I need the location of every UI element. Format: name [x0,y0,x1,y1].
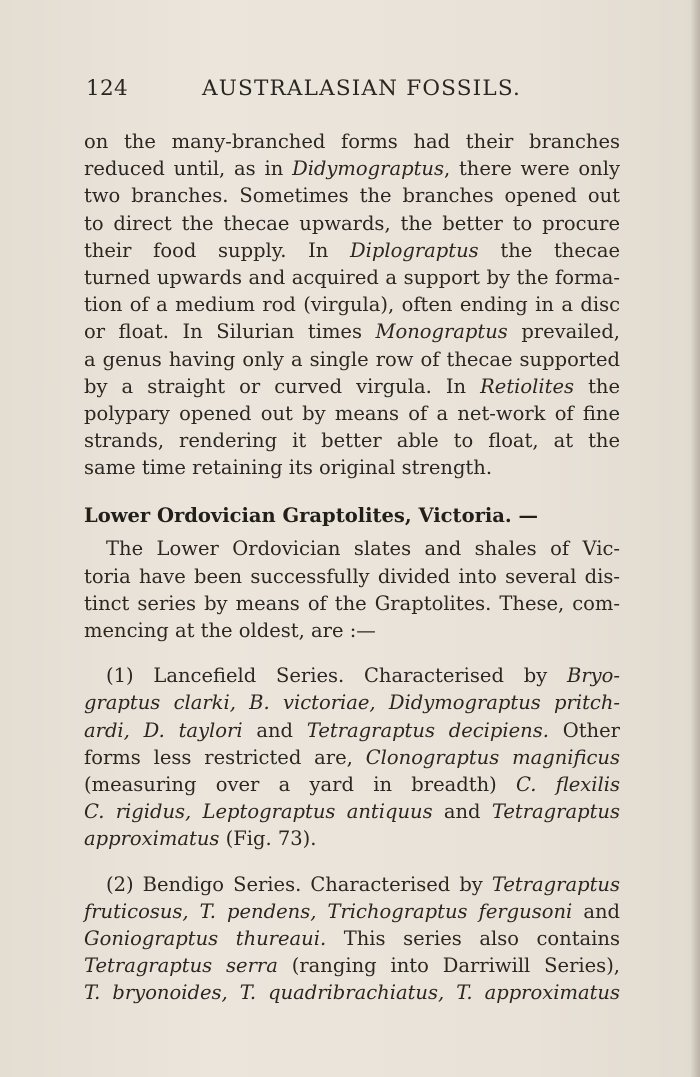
text-run: toria have been successfully divided into several dis- [84,564,620,588]
taxon-name: Bryo- [567,664,620,688]
text-line [84,563,620,590]
section-heading: Lower Ordovician Graptolites, Victoria. — [84,504,538,528]
text-line [84,952,620,979]
taxon-name: Clonograptus magnificus [365,745,620,769]
text-run: , there were only [443,157,620,181]
taxon-name: graptus clarki, B. victoriae, Didymograptus pritch- [84,691,620,715]
text-run: prevailed, [507,320,620,344]
text-line [84,318,620,345]
text-line [84,898,620,925]
page-number: 124 [86,76,128,101]
text-run: a genus having only a single row of thecae supported [84,347,620,371]
text-run: or float. In Silurian times [84,320,376,344]
text-run: and [242,718,307,742]
text-run: on the many-branched forms had their branches [84,130,620,153]
text-run: (1) Lancefield Series. Characterised by [106,664,567,688]
text-line [84,871,620,898]
text-run: forms less restricted are, [84,745,366,769]
running-title: AUSTRALASIAN FOSSILS. [202,76,522,101]
text-run: (measuring over a yard in breadth) [84,772,517,796]
running-header [86,76,626,106]
text-line [84,128,620,155]
text-line [84,454,620,481]
page-edge-shadow [690,0,700,1077]
taxon-name: Monograptus [375,320,508,344]
taxon-name: Tetragraptus [491,800,620,824]
text-line [84,373,620,400]
taxon-name: approximatus [84,827,220,851]
text-line [84,617,620,644]
text-run: This series also contains [326,926,620,950]
text-line [84,771,620,798]
text-line [84,798,620,825]
text-run: same time retaining its original strength. [84,456,493,480]
text-run: (2) Bendigo Series. Characterised by [106,872,492,896]
text-line [84,210,620,237]
text-line [84,925,620,952]
taxon-name: ardi, D. taylori [84,718,243,742]
text-line [84,825,620,852]
text-line [84,400,620,427]
paragraph-gap [84,853,620,871]
text-run: (ranging into Darriwill Series), [277,954,620,978]
text-line [84,155,620,182]
text-run: turned upwards and acquired a support by the forma- [84,265,620,289]
text-run: polypary opened out by means of a net-work of fine [84,401,620,425]
text-run: Other [548,718,620,742]
text-run: their food supply. In [84,238,351,262]
taxon-name: Retiolites [480,374,575,398]
text-line [84,535,620,562]
text-run: to direct the thecae upwards, the better to procure [84,211,620,235]
paragraph-gap [84,644,620,662]
text-run: strands, rendering it better able to float, at the [84,429,620,453]
text-line [84,237,620,264]
taxon-name: C. flexilis [516,772,620,796]
text-run: and [432,800,492,824]
text-line [84,182,620,209]
text-line [84,979,620,1006]
text-line [84,662,620,689]
text-run: two branches. Sometimes the branches opened out [84,184,620,208]
text-run: tinct series by means of the Graptolites. These, com- [84,591,620,615]
text-run: reduced until, as in [84,157,293,181]
taxon-name: C. rigidus, Leptograptus antiquus [84,800,433,824]
text-line [84,590,620,617]
text-run: the [574,374,621,398]
text-run: mencing at the oldest, are :— [84,619,376,642]
text-run: (Fig. 73). [219,827,317,851]
text-line [84,346,620,373]
text-run: tion of a medium rod (virgula), often ending in a disc [84,293,620,317]
text-run: the thecae [478,238,620,262]
taxon-name: fruticosus, T. pendens, Trichograptus fergusoni [84,899,573,923]
taxon-name: Tetragraptus decipiens. [306,718,549,742]
taxon-name: Didymograptus [292,157,444,181]
taxon-name: Goniograptus thureaui. [84,926,327,950]
text-line [84,291,620,318]
text-run: by a straight or curved virgula. In [84,374,481,398]
text-run: and [572,899,620,923]
body-text [84,128,620,1006]
text-line [84,744,620,771]
text-line [84,689,620,716]
taxon-name: Diplograptus [350,238,479,262]
taxon-name: T. bryonoides, T. quadribrachiatus, T. approximatus [84,981,620,1005]
text-line [84,264,620,291]
text-run: The Lower Ordovician slates and shales of Vic- [106,537,620,561]
taxon-name: Tetragraptus [491,872,620,896]
text-line [84,427,620,454]
text-line [84,717,620,744]
taxon-name: Tetragraptus serra [84,954,278,978]
